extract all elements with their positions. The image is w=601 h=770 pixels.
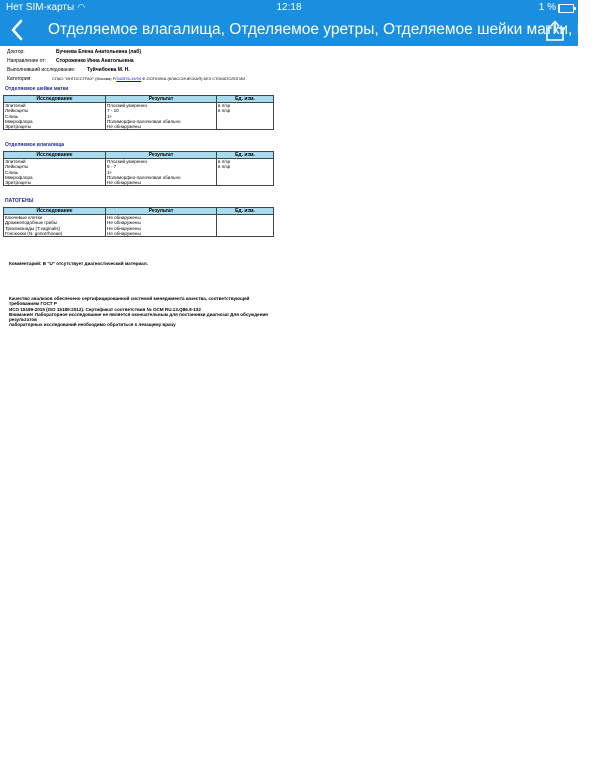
test-result: 7 - 10	[106, 108, 217, 113]
back-chevron-icon[interactable]	[6, 17, 30, 43]
table-row	[4, 124, 274, 130]
test-result: Не обнаружены	[106, 220, 217, 225]
column-header-result: Результат	[106, 152, 217, 159]
clock: 12:18	[276, 2, 302, 13]
doctor-label: Доктор:	[7, 49, 25, 55]
test-result: 1+	[106, 114, 217, 119]
column-header-unit: Ед. изм.	[217, 152, 274, 159]
test-name: Слизь	[4, 170, 106, 175]
navigation-bar	[0, 14, 601, 46]
column-header-unit: Ед. изм.	[217, 96, 274, 103]
test-unit	[217, 124, 274, 130]
battery-percent: 1 %	[538, 2, 556, 13]
test-name: Микрофлора	[4, 119, 106, 124]
category-label: Категория:	[7, 76, 32, 82]
footer-line: лабораторных исследований необходимо обратиться к лечащему врачу	[9, 322, 176, 328]
footer-line: ИСО 15189-2015 (ISO 15189:2012). Сертификат соответствия № ОСМ RU.13.Q86.9-132	[9, 306, 201, 312]
test-result: Не обнаружены	[106, 215, 217, 221]
top-bar	[0, 0, 601, 46]
footer-line: Качество анализов обеспечено сертифицированной системой менеджмента качества, соответствующей требованиям ГОСТ Р	[9, 296, 250, 307]
status-bar	[0, 0, 578, 14]
test-result: Не обнаружены	[106, 231, 217, 237]
footer-line: Внимание! Лабораторное исследование не является окончательным для постановки диагноза! Для обсуждения результатов	[9, 311, 268, 323]
test-unit	[217, 180, 274, 186]
results-table-pathogens	[3, 207, 274, 237]
test-name: Эритроциты	[4, 124, 106, 130]
test-name: Гонококки (N. gonorrhoeae)	[4, 231, 106, 237]
column-header-unit: Ед. изм.	[217, 208, 274, 215]
test-unit	[217, 231, 274, 237]
test-name: Эритроциты	[4, 180, 106, 186]
carrier-text: Нет SIM-карты	[6, 2, 75, 13]
test-name: Ключевые клетки	[4, 215, 106, 221]
section-title-pathogens: ПАТОГЕНЫ	[5, 198, 34, 204]
column-header-test: Исследование	[4, 152, 106, 159]
table-header-row	[4, 208, 274, 215]
column-header-test: Исследование	[4, 96, 106, 103]
test-name: Лейкоциты	[4, 164, 106, 169]
test-name: Эпителий	[4, 103, 106, 109]
test-unit: в п/зр	[217, 159, 274, 165]
category-value: СПАО "ИНГОССТРАХ" (Москва) Р/342576-19/09 Ф-ООПОЛКА (КЛАССИЧЕСКАЯ) БЕЗ СТОМАТОЛОГИИ	[52, 76, 246, 81]
document-title: Отделяемое влагалища, Отделяемое уретры, Отделяемое шейки матки, П...	[48, 21, 601, 38]
policy-link[interactable]: 342576-19/09	[116, 76, 142, 81]
test-name: Микрофлора	[4, 175, 106, 180]
test-result: Не обнаружены	[106, 180, 217, 186]
test-name: Лейкоциты	[4, 108, 106, 113]
test-result: 5 - 7	[106, 164, 217, 169]
test-name: Трихомонады (T.vaginalis)	[4, 226, 106, 231]
direction-value: Стороженко Инна Анатольевна	[56, 58, 134, 64]
test-result: 1+	[106, 170, 217, 175]
test-result: Не обнаружены	[106, 124, 217, 130]
table-row	[4, 180, 274, 186]
table-header-row	[4, 152, 274, 159]
wifi-icon: ◠	[77, 2, 86, 12]
battery-icon	[558, 4, 574, 13]
share-icon[interactable]	[544, 18, 566, 42]
doctor-value: Бучнева Елена Анатольевна (лаб)	[56, 49, 141, 55]
section-title-cervix: Отделяемое шейки матки	[5, 86, 69, 92]
test-name: Эпителий	[4, 159, 106, 165]
comment-text: Комментарий: В "U" отсутствует диагностический материал.	[9, 261, 148, 266]
test-result: Плоский умеренно	[106, 159, 217, 165]
test-name: Слизь	[4, 114, 106, 119]
table-header-row	[4, 96, 274, 103]
test-unit: в п/зр	[217, 108, 274, 113]
results-table-vagina	[3, 151, 274, 186]
table-row	[4, 231, 274, 237]
column-header-test: Исследование	[4, 208, 106, 215]
results-table-cervix	[3, 95, 274, 130]
test-result: Полиморфно-палочковая обильно	[106, 175, 217, 180]
column-header-result: Результат	[106, 208, 217, 215]
test-result: Полиморфно-палочковая обильно	[106, 119, 217, 124]
footer-note	[9, 296, 277, 328]
column-header-result: Результат	[106, 96, 217, 103]
performer-value: Туйчибоева М. Н.	[87, 67, 130, 73]
direction-label: Направление от:	[7, 58, 46, 64]
test-result: Плоский умеренно	[106, 103, 217, 109]
test-result: Не обнаружены	[106, 226, 217, 231]
performer-label: Выполнивший исследование:	[7, 67, 76, 73]
test-unit: в п/зр	[217, 103, 274, 109]
section-title-vagina: Отделяемое влагалища	[5, 142, 65, 148]
test-unit: в п/зр	[217, 164, 274, 169]
test-name: Дрожжеподобные грибы	[4, 220, 106, 225]
